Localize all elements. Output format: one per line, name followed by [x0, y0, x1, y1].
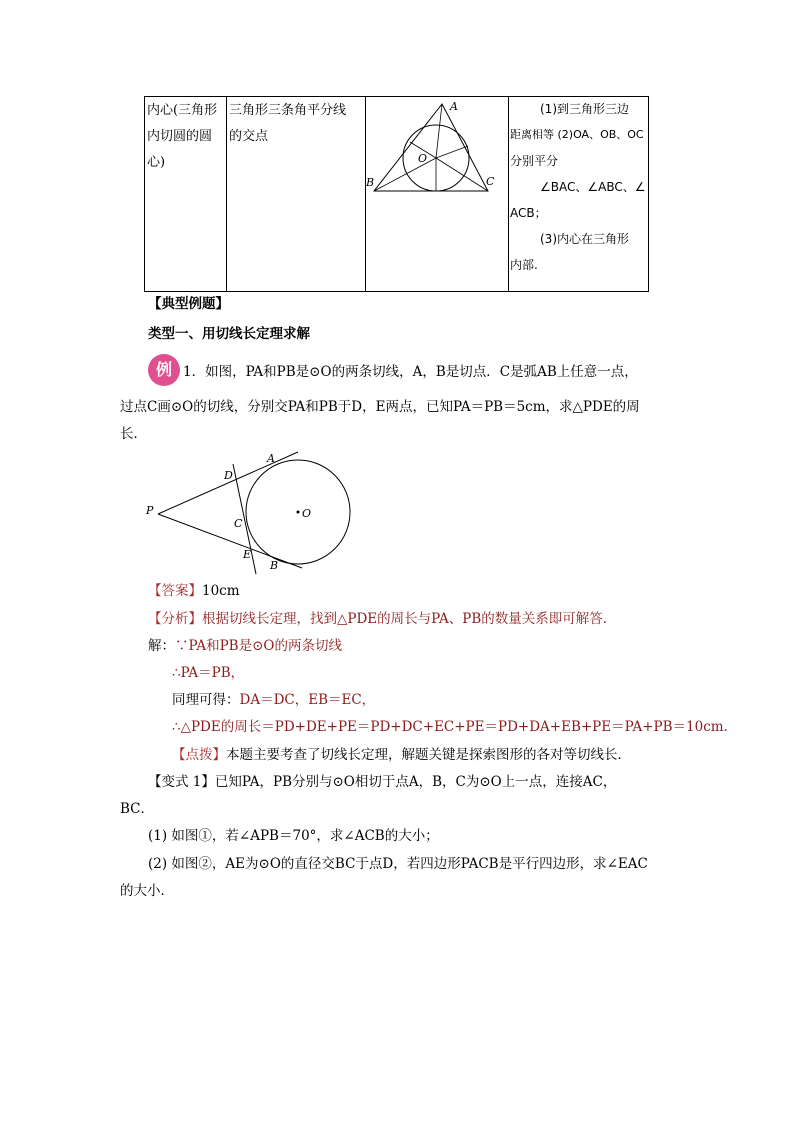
variant-line-1 — [148, 772, 616, 792]
label-b: B — [270, 559, 279, 572]
cell-line: ACB； — [510, 206, 547, 220]
table-cell-properties — [510, 96, 648, 278]
cell-line: (3)内心在三角形 — [540, 232, 629, 246]
type-heading: 类型一、用切线长定理求解 — [148, 326, 310, 342]
variant-question-2-cont: 的大小． — [120, 883, 174, 899]
cell-line: (1)到三角形三边 — [540, 102, 629, 116]
variant-question-2: (2) 如图②，AE为⊙O的直径交BC于点D，若四边形PACB是平行四边形，求∠EAC — [148, 856, 648, 872]
solution-label: 解： — [148, 638, 175, 654]
label-e: E — [243, 548, 252, 561]
label-d: D — [224, 469, 233, 482]
variant-question-1: (1) 如图①，若∠APB＝70°，求∠ACB的大小； — [148, 828, 439, 844]
tip-label: 【点拨】 — [172, 747, 226, 763]
answer-line — [148, 581, 240, 601]
incircle-figure — [366, 98, 506, 198]
example-line-1: 1．如图，PA和PB是⊙O的两条切线，A，B是切点．C是弧AB上任意一点， — [183, 364, 638, 380]
label-a: A — [450, 100, 458, 113]
label-o: O — [302, 507, 312, 520]
variant-line-2: BC． — [120, 801, 155, 817]
solution-prefix: 同理可得： — [172, 692, 240, 708]
solution-line-3 — [172, 690, 375, 710]
cell-line: 内心(三角形 — [147, 103, 218, 118]
solution-text: ∵PA和PB是⊙O的两条切线 — [175, 638, 342, 654]
tip-text: 本题主要考查了切线长定理，解题关键是探索图形的各对等切线长． — [226, 747, 631, 763]
analysis-label: 【分析】 — [148, 611, 202, 627]
cell-line: ∠BAC、∠ABC、∠ — [540, 180, 646, 194]
table-cell-definition — [229, 98, 346, 150]
variant-label: 【变式 1】 — [148, 774, 215, 790]
label-b: B — [366, 176, 375, 189]
variant-text: 已知PA，PB分别与⊙O相切于点A，B，C为⊙O上一点，连接AC， — [214, 774, 617, 790]
label-p: P — [146, 504, 154, 517]
example-line-3: 长． — [120, 426, 147, 442]
cell-line: 三角形三条角平分线 — [229, 103, 347, 118]
cell-line: 心) — [147, 155, 166, 170]
cell-line: 分别平分 — [510, 154, 559, 168]
cell-line: 内切圆的圆 — [147, 129, 213, 144]
solution-text: DA＝DC，EB＝EC， — [239, 692, 376, 708]
analysis-line — [148, 609, 616, 629]
label-o: O — [418, 152, 428, 165]
example-line-2: 过点C画⊙O的切线，分别交PA和PB于D，E两点，已知PA＝PB＝5cm，求△PDE的周 — [120, 399, 640, 415]
example-badge: 例 — [148, 354, 180, 386]
solution-line-4: ∴△PDE的周长＝PD+DE+PE＝PD+DC+EC+PE＝PD+DA+EB+PE＝PA+PB＝10cm. — [172, 719, 728, 735]
cell-line: 的交点 — [229, 129, 269, 144]
table-divider — [508, 97, 509, 291]
label-c: C — [486, 175, 495, 188]
tangent-figure — [140, 448, 370, 576]
cell-line: 距离相等 (2)OA、OB、OC — [510, 128, 644, 141]
section-heading: 【典型例题】 — [148, 296, 229, 312]
cell-line: 内部. — [510, 258, 538, 272]
table-cell-term — [147, 98, 217, 176]
table-divider — [226, 97, 227, 291]
solution-line-2: ∴PA＝PB， — [172, 665, 245, 681]
answer-label: 【答案】 — [148, 583, 202, 599]
label-a: A — [267, 452, 275, 465]
answer-value: 10cm — [202, 583, 240, 599]
tip-line — [172, 745, 631, 765]
analysis-text: 根据切线长定理，找到△PDE的周长与PA、PB的数量关系即可解答． — [202, 611, 617, 627]
label-c: C — [234, 517, 243, 530]
solution-line-1 — [148, 636, 342, 656]
